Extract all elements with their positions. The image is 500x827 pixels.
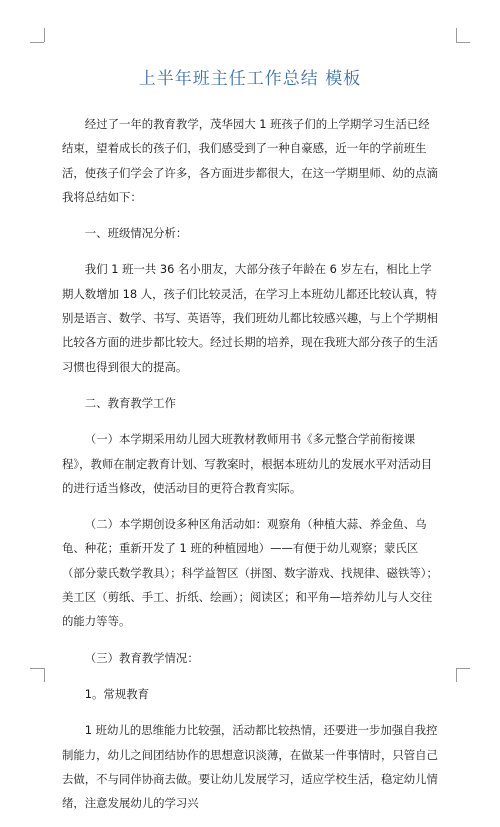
crop-mark-top-left-h	[30, 42, 44, 43]
paragraph-routine-education: 1 班幼儿的思维能力比较强，活动都比较热情，还要进一步加强自我控制能力，幼儿之间团结协作的思想意识淡薄，在做某一件事情时，只管自己去做，不与同伴协商去做。要让幼儿发展学习，适应学校生活，稳定幼儿情绪，注意发展幼儿的学习兴	[62, 723, 438, 811]
crop-mark-bottom-right-h	[456, 668, 470, 669]
crop-mark-bottom-left-v	[44, 668, 45, 682]
crop-mark-top-right-v	[456, 28, 457, 42]
paragraph-teaching-materials: （一）本学期采用幼儿园大班教材教师用书《多元整合学前衔接课程》，教师在制定教育计划、写教案时，根据本班幼儿的发展水平对活动目的进行适当修改，使活动目的更符合教育实际。	[62, 432, 433, 495]
subheading-routine-education: 1。常规教育	[84, 686, 149, 701]
section-heading-teaching-work: 二、教育教学工作	[84, 395, 176, 410]
paragraph-activity-areas: （二）本学期创设多种区角活动如：观察角（种植大蒜、养金鱼、乌龟、种花；重新开发了 1 班的种植园地）——有便于幼儿观察；蒙氏区（部分蒙氏数学教具）；科学益智区（拼图、数字游戏、找规律、磁铁等）；美工区（剪纸、手工、折纸、绘画）；阅读区；和平角—培养幼儿与人交往的能力等等。	[62, 517, 438, 629]
document-body	[62, 112, 440, 827]
paragraph-class-analysis: 我们 1 班一共 36 名小朋友，大部分孩子年龄在 6 岁左右，相比上学期人数增加 18 人，孩子们比较灵活，在学习上本班幼儿都还比较认真，特别是语言、数学、书写、英语等，我们班幼儿都比较感兴趣，与上个学期相比较各方面的进步都比较大。经过长期的培养，现在我班大部分孩子的生活习惯也得到很大的提高。	[62, 262, 438, 374]
crop-mark-bottom-right-v	[456, 668, 457, 682]
crop-mark-top-right-h	[456, 42, 470, 43]
crop-mark-bottom-left-h	[30, 668, 44, 669]
paragraph-intro: 经过了一年的教育教学，茂华园大 1 班孩子们的上学期学习生活已经结束，望着成长的孩子们，我们感受到了一种自豪感，近一年的学前班生活，使孩子们学会了许多，各方面进步都很大，在这一学期里师、幼的点滴我将总结如下：	[62, 117, 438, 204]
crop-mark-top-left-v	[44, 28, 45, 42]
document-title: 上半年班主任工作总结 模板	[138, 69, 362, 89]
section-heading-class-analysis: 一、班级情况分析：	[84, 226, 188, 241]
section-heading-teaching-status: （三）教育教学情况：	[84, 650, 199, 665]
